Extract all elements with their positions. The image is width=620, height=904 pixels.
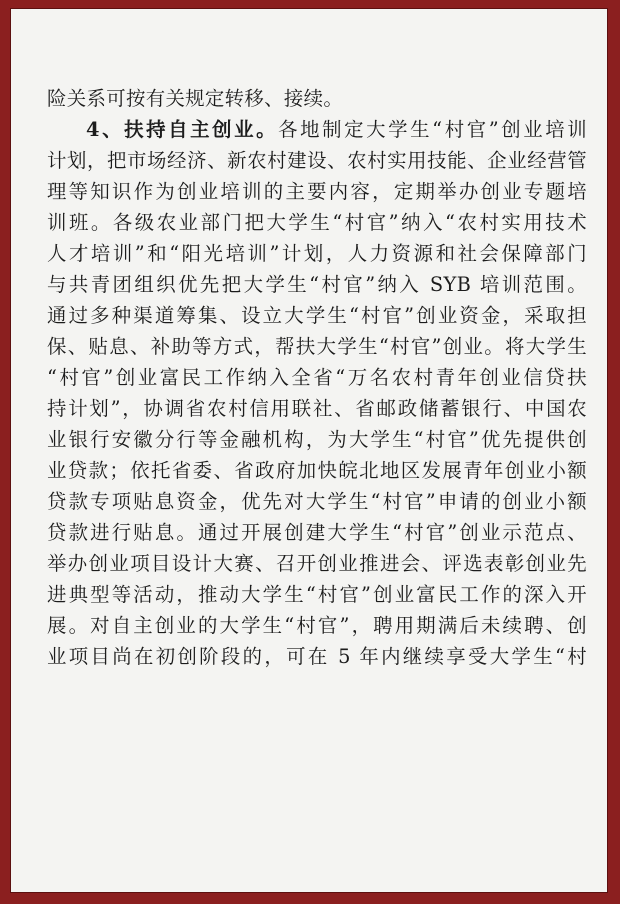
text-line: 业银行安徽分行等金融机构，为大学生“村官”优先提供创 (47, 428, 587, 451)
page-frame (10, 8, 608, 893)
text-line: 理等知识作为创业培训的主要内容，定期举办创业专题培 (47, 180, 587, 203)
text-line: 业项目尚在初创阶段的，可在 5 年内继续享受大学生“村 (47, 645, 587, 668)
document-body (47, 83, 587, 672)
text-line: 持计划”，协调省农村信用联社、省邮政储蓄银行、中国农 (47, 397, 587, 420)
text-line: 险关系可按有关规定转移、接续。 (47, 87, 344, 110)
text-line: 通过多种渠道筹集、设立大学生“村官”创业资金，采取担 (47, 304, 587, 327)
section-number: 4、 (86, 118, 125, 141)
text-line: 与共青团组织优先把大学生“村官”纳入 SYB 培训范围。 (47, 273, 587, 296)
section-title: 扶持自主创业。 (124, 118, 279, 141)
text-line: 贷款专项贴息资金，优先对大学生“村官”申请的创业小额 (47, 490, 587, 513)
text-line: 保、贴息、补助等方式，帮扶大学生“村官”创业。将大学生 (47, 335, 587, 358)
text-line: 业贷款；依托省委、省政府加快皖北地区发展青年创业小额 (47, 459, 587, 482)
text-line: 进典型等活动，推动大学生“村官”创业富民工作的深入开 (47, 583, 587, 606)
section-heading-line (47, 114, 587, 145)
text-line: 人才培训”和“阳光培训”计划，人力资源和社会保障部门 (47, 242, 587, 265)
text-line: 贷款进行贴息。通过开展创建大学生“村官”创业示范点、 (47, 521, 587, 544)
text-line: 计划，把市场经济、新农村建设、农村实用技能、企业经营管 (47, 149, 587, 172)
text-line: 展。对自主创业的大学生“村官”，聘用期满后未续聘、创 (47, 614, 587, 637)
text-line: 训班。各级农业部门把大学生“村官”纳入“农村实用技术 (47, 211, 587, 234)
text-line: 举办创业项目设计大赛、召开创业推进会、评选表彰创业先 (47, 552, 587, 575)
text-line-content: 各地制定大学生“村官”创业培训 (278, 118, 588, 141)
text-line: “村官”创业富民工作纳入全省“万名农村青年创业信贷扶 (47, 366, 587, 389)
